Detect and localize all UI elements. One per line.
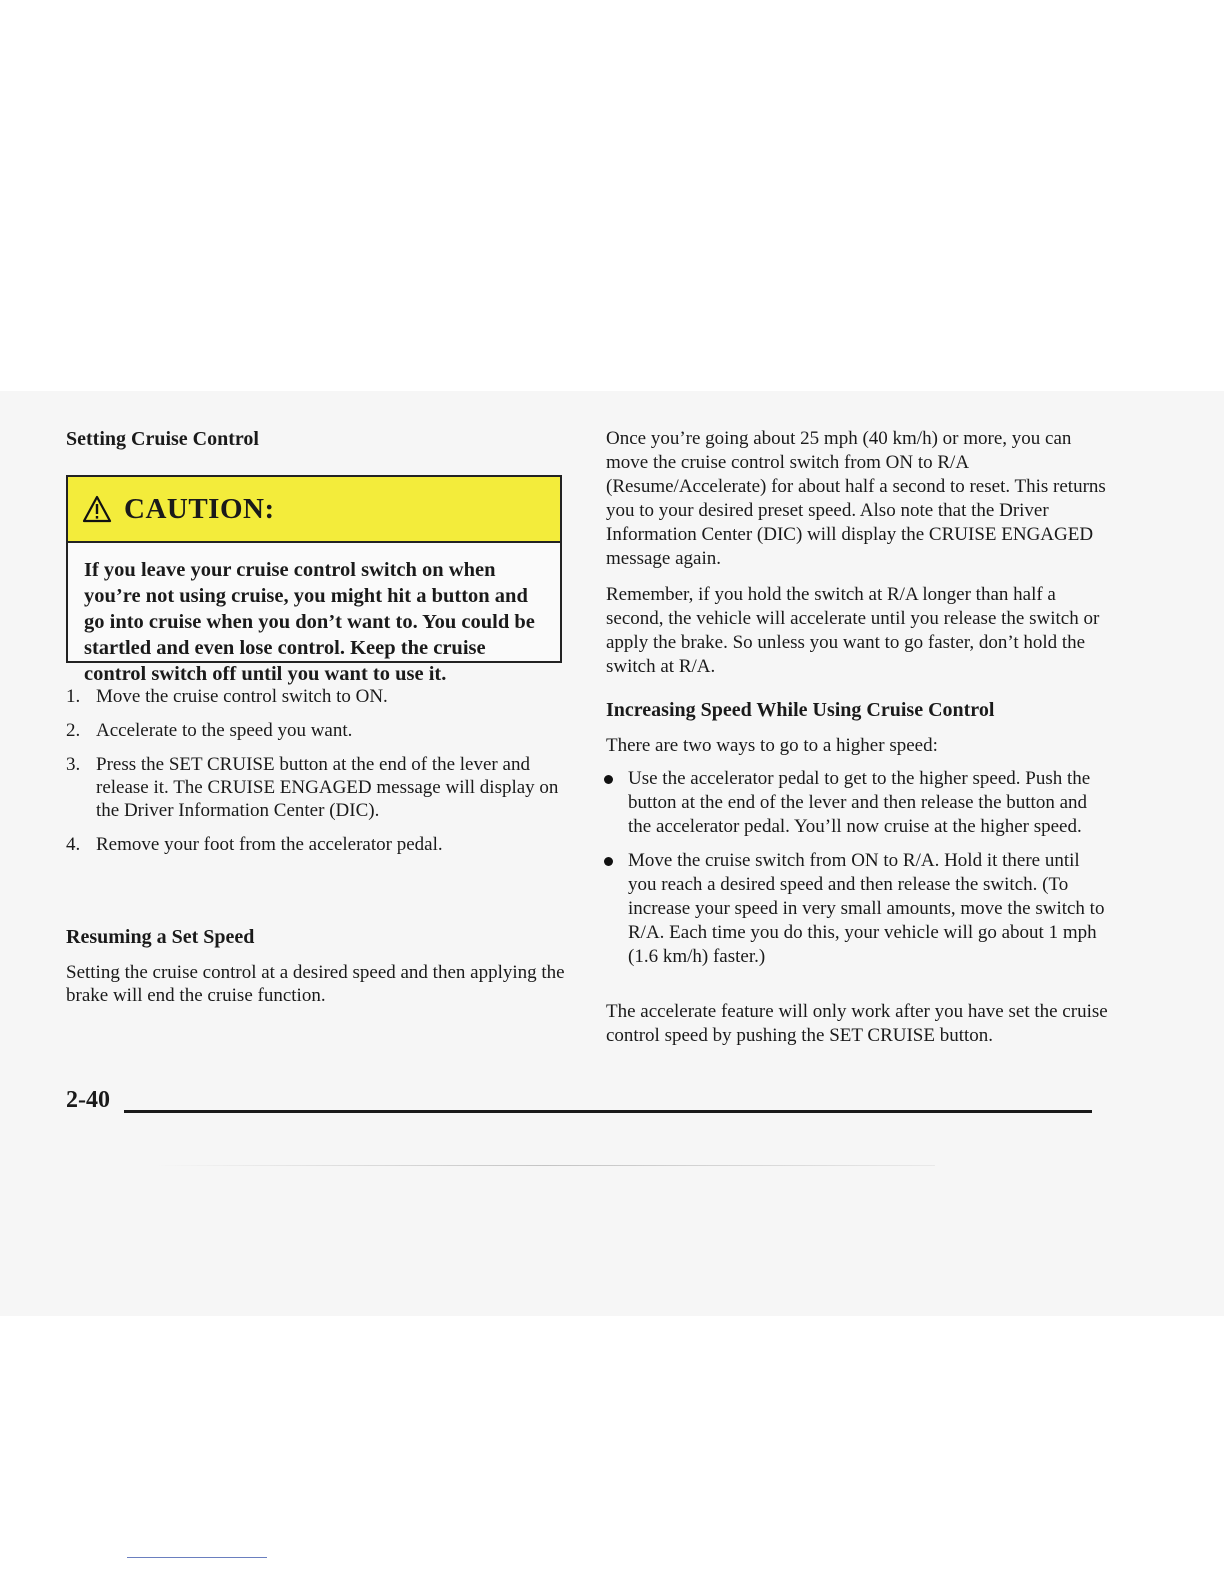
- step-number: 4.: [66, 834, 81, 855]
- steps-list: [66, 685, 566, 867]
- caution-box: [66, 475, 562, 685]
- resuming-paragraph: Setting the cruise control at a desired speed and then applying the brake will end the cruise function.: [66, 962, 565, 1006]
- warning-triangle-icon: [82, 495, 112, 523]
- increasing-speed-heading: Increasing Speed While Using Cruise Control: [606, 699, 995, 721]
- list-item: [66, 753, 566, 822]
- setting-cruise-control-heading: Setting Cruise Control: [66, 428, 259, 450]
- speed-methods-list: [606, 767, 1111, 979]
- step-text: Accelerate to the speed you want.: [96, 720, 353, 741]
- resume-accelerate-paragraph: Once you’re going about 25 mph (40 km/h) or more, you can move the cruise control switch from ON to R/A (Resume/Accelerate) for about half a second to reset. This returns you to your desired preset speed. Also note that the Driver Information Center (DIC) will display the CRUISE ENGAGED message again.: [606, 428, 1106, 569]
- bullet-icon: [604, 857, 613, 866]
- step-text: Press the SET CRUISE button at the end of the lever and release it. The CRUISE ENGAGED message will display on the Driver Information Center (DIC).: [96, 754, 559, 821]
- list-item: [66, 719, 566, 742]
- list-item: [606, 767, 1111, 839]
- two-ways-paragraph: There are two ways to go to a higher speed:: [606, 735, 938, 756]
- scan-artifact-line: [155, 1165, 935, 1166]
- list-item: [66, 833, 566, 856]
- step-text: Remove your foot from the accelerator pedal.: [96, 834, 443, 855]
- step-number: 1.: [66, 686, 81, 707]
- bullet-icon: [604, 775, 613, 784]
- resuming-set-speed-heading: Resuming a Set Speed: [66, 926, 255, 948]
- manual-page: [0, 391, 1224, 1316]
- list-item: [606, 849, 1111, 969]
- bullet-text: Move the cruise switch from ON to R/A. Hold it there until you reach a desired speed and then release the switch. (To increase your speed in very small amounts, move the switch to R/A. Each time you do this, your vehicle will go about 1 mph (1.6 km/h) faster.): [628, 850, 1105, 967]
- step-number: 2.: [66, 720, 81, 741]
- step-number: 3.: [66, 754, 81, 775]
- bullet-text: Use the accelerator pedal to get to the higher speed. Push the button at the end of the lever and then release the button and the accelerator pedal. You’ll now cruise at the higher speed.: [628, 768, 1091, 837]
- caution-title: CAUTION:: [124, 492, 275, 525]
- caution-text: If you leave your cruise control switch on when you’re not using cruise, you might hit a button and go into cruise when you don’t want to. You could be startled and even lose control. Keep the cruise control switch off until you want to use it.: [84, 559, 535, 685]
- page-footer: [66, 1087, 1096, 1123]
- caution-header: [68, 477, 560, 543]
- footer-rule: [124, 1110, 1092, 1113]
- list-item: [66, 685, 566, 708]
- accelerate-feature-paragraph: The accelerate feature will only work after you have set the cruise control speed by pushing the SET CRUISE button.: [606, 1001, 1108, 1046]
- step-text: Move the cruise control switch to ON.: [96, 686, 388, 707]
- remember-paragraph: Remember, if you hold the switch at R/A longer than half a second, the vehicle will accelerate until you release the switch or apply the brake. So unless you want to go faster, don’t hold the switch at R/A.: [606, 584, 1100, 677]
- page-number: 2-40: [66, 1087, 110, 1113]
- bottom-underline: [127, 1557, 267, 1558]
